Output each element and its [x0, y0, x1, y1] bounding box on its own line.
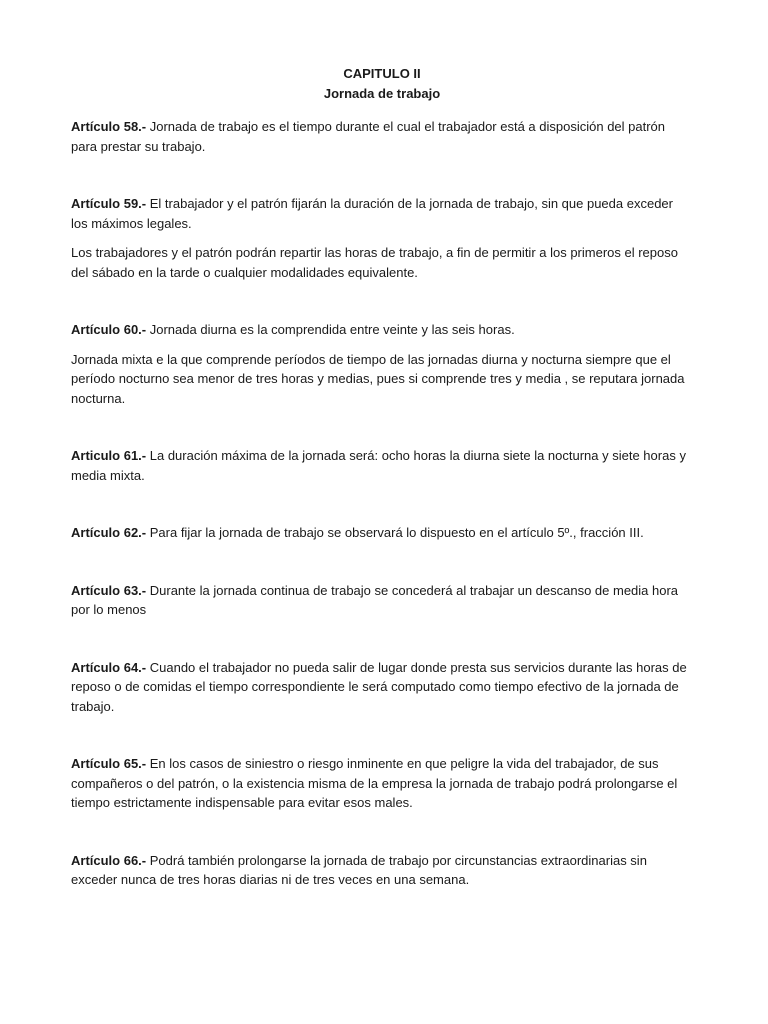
- article-text: El trabajador y el patrón fijarán la duración de la jornada de trabajo, sin que pueda exceder los máximos legales.: [71, 196, 673, 231]
- article-59: [71, 194, 693, 282]
- article-label: Artículo 63.-: [71, 582, 147, 598]
- article-paragraph: [71, 194, 693, 233]
- article-66: [71, 851, 693, 890]
- article-paragraph: [71, 658, 693, 717]
- article-text: Jornada de trabajo es el tiempo durante el cual el trabajador está a disposición del patrón para prestar su trabajo.: [71, 119, 666, 154]
- article-63: [71, 581, 693, 620]
- chapter-subtitle: Jornada de trabajo: [323, 85, 441, 101]
- article-62: [71, 523, 693, 543]
- article-65: [71, 754, 693, 813]
- article-label: Artículo 58.-: [71, 119, 147, 134]
- article-paragraph: Los trabajadores y el patrón podrán repartir las horas de trabajo, a fin de permitir a los primeros el reposo del sábado en la tarde o cualquier modalidades equivalente.: [71, 245, 678, 280]
- article-label: Articulo 61.-: [71, 448, 147, 463]
- article-64: [71, 658, 693, 717]
- article-label: Artículo 64.-: [71, 659, 147, 675]
- article-paragraph: [71, 851, 693, 890]
- article-paragraph: [71, 523, 693, 543]
- article-paragraph: [71, 117, 693, 156]
- article-text: Durante la jornada continua de trabajo se concederá al trabajar un descanso de media hora por lo menos: [71, 582, 679, 617]
- article-paragraph: [71, 446, 693, 485]
- article-text: Jornada diurna es la comprendida entre veinte y las seis horas.: [149, 322, 515, 337]
- article-text: En los casos de siniestro o riesgo inminente en que peligre la vida del trabajador, de sus compañeros o del patrón, o la existencia misma de la empresa la jornada de trabajo podrá prolongarse el tiempo estrictamente indispensable para evitar esos males.: [71, 756, 678, 810]
- article-58: [71, 117, 693, 156]
- article-label: Artículo 59.-: [71, 196, 147, 211]
- article-label: Artículo 65.-: [71, 756, 147, 771]
- article-60: [71, 320, 693, 408]
- article-61: [71, 446, 693, 485]
- document-page: [71, 64, 693, 900]
- article-text: Podrá también prolongarse la jornada de trabajo por circunstancias extraordinarias sin exceder nunca de tres horas diarias ni de tres veces en una semana.: [71, 852, 647, 887]
- article-text: La duración máxima de la jornada será: ocho horas la diurna siete la nocturna y siete horas y media mixta.: [71, 448, 686, 483]
- article-label: Artículo 60.-: [71, 322, 147, 337]
- chapter-title: CAPITULO II: [343, 66, 421, 81]
- article-label: Artículo 66.-: [71, 852, 147, 868]
- article-text: Cuando el trabajador no pueda salir de lugar donde presta sus servicios durante las horas de reposo o de comidas el tiempo correspondiente le será computado como tiempo efectivo de la jornada de trabajo.: [71, 659, 687, 714]
- article-paragraph: [71, 754, 693, 813]
- article-paragraph: Jornada mixta e la que comprende períodos de tiempo de las jornadas diurna y nocturna siempre que el período nocturno sea menor de tres horas y medias, pues si comprende tres y media , se reputara jornada nocturna.: [71, 351, 685, 406]
- article-paragraph: [71, 320, 693, 340]
- article-paragraph: [71, 581, 693, 620]
- article-label: Artículo 62.-: [71, 525, 147, 540]
- article-text: Para fijar la jornada de trabajo se observará lo dispuesto en el artículo 5º., fracción III.: [149, 525, 644, 540]
